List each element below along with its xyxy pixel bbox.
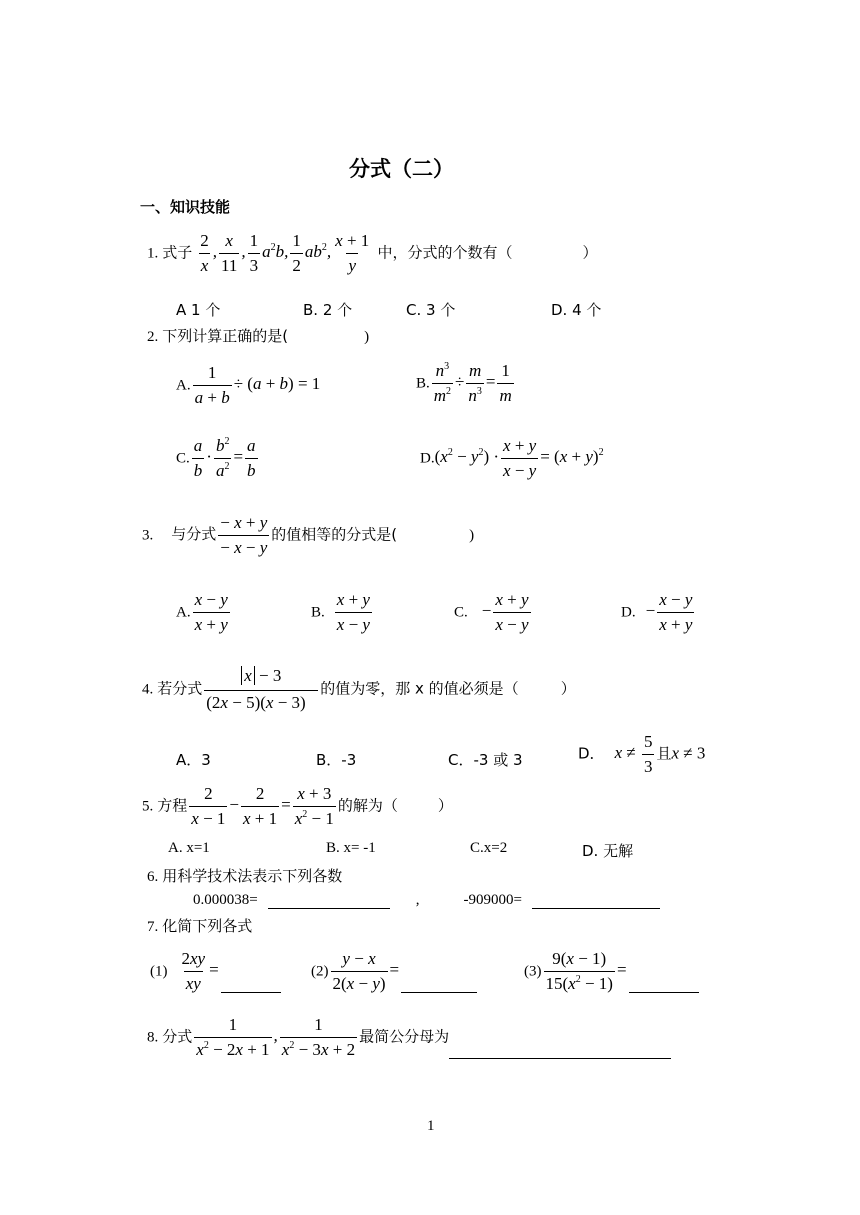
q4-suffix: 的值为零，那 x 的值必须是（ xyxy=(320,679,519,698)
q4-option-c: C．-3 或 3 xyxy=(448,751,523,769)
q1-option-a: A 1 个 xyxy=(176,301,221,319)
q5-option-d: D. 无解 xyxy=(582,842,634,860)
q3-option-a: A. $\frac{x - y}{x + y}$ xyxy=(176,590,228,634)
q2-number: 2. xyxy=(147,329,159,345)
q2-option-a: A. $\frac{1}{a + b}$ ÷ (a + b) = 1 xyxy=(176,363,321,407)
q6-number: 6. xyxy=(147,869,159,885)
q5-suffix: 的解为（ xyxy=(337,796,398,815)
q6-blank-row: 0.000038= , -909000= xyxy=(193,891,660,909)
q5-option-c: C.x=2 xyxy=(470,840,508,856)
q7-2-blank[interactable] xyxy=(401,974,477,993)
q6-a-blank[interactable] xyxy=(268,892,390,909)
q8-prefix: 分式 xyxy=(162,1027,193,1046)
question-6 xyxy=(147,865,342,886)
q4-option-b: B．-3 xyxy=(316,751,357,769)
q4-option-a: A．3 xyxy=(176,751,211,769)
q1-option-d: D. 4 个 xyxy=(551,301,602,319)
q5-number: 5. xyxy=(142,798,154,815)
q4-number: 4. xyxy=(142,681,154,698)
q3-suffix: 的值相等的分式是( xyxy=(271,525,398,544)
q3-close: ) xyxy=(469,527,475,544)
question-2 xyxy=(147,325,369,346)
q8-blank[interactable] xyxy=(449,1040,671,1059)
q3-option-c: C. − $\frac{x + y}{x - y}$ xyxy=(454,590,529,634)
q1-close: ） xyxy=(582,243,598,262)
q1-option-c: C. 3 个 xyxy=(406,301,456,319)
q1-expressions: $\frac{2}{x}$ , $\frac{x}{11}$ , $\frac{1}{3}$ $a^2b$, $\frac{1}{2}$ $ab^2$, $\frac{x + 1}{y}$ xyxy=(200,231,370,275)
q7-number: 7. xyxy=(147,919,159,935)
q5-option-b: B. x= -1 xyxy=(326,840,376,856)
q3-number: 3. xyxy=(142,527,154,544)
q5-close: ） xyxy=(437,796,453,815)
q1-option-b: B. 2 个 xyxy=(303,301,353,319)
q3-prefix: 与分式 xyxy=(171,525,217,544)
question-3: 3. 与分式 $\frac{- x + y}{- x - y}$ 的值相等的分式是( ) xyxy=(142,513,475,557)
q2-text: 下列计算正确的是( xyxy=(162,327,289,345)
q6-a: 0.000038= xyxy=(193,892,258,908)
q5-option-a: A. x=1 xyxy=(168,840,210,856)
q1-suffix: 中，分式的个数有（ xyxy=(377,243,513,262)
q7-part-1: (1) $\frac{2xy}{xy}$ = xyxy=(150,950,281,993)
q1-number: 1. xyxy=(147,245,159,262)
q3-option-b: B. $\frac{x + y}{x - y}$ xyxy=(311,590,370,634)
question-8: 8. 分式 $\frac{1}{x^2 - 2x + 1}$ , $\frac{1}{x^2 - 3x + 2}$ 最简公分母为 xyxy=(147,1016,671,1059)
q4-prefix: 若分式 xyxy=(157,679,203,698)
q7-text: 化简下列各式 xyxy=(162,917,253,935)
q7-1-blank[interactable] xyxy=(221,974,281,993)
q4-option-d: D． x ≠ $\frac{5}{3}$ 且x ≠ 3 xyxy=(578,732,706,776)
q8-number: 8. xyxy=(147,1029,159,1046)
q6-b: -909000= xyxy=(463,892,522,908)
question-5: 5. 方程 $\frac{2}{x - 1}$ − $\frac{2}{x + 1}$ = $\frac{x + 3}{x^2 - 1}$ 的解为（ ） xyxy=(142,784,453,828)
q7-part-2: (2) $\frac{y - x}{2(x - y)}$ = xyxy=(311,950,477,993)
q4-close: ） xyxy=(560,679,576,698)
q2-close: ) xyxy=(364,329,370,345)
q2-option-c: C. $\frac{a}{b}$ · $\frac{b^2}{a^2}$ = $\frac{a}{b}$ xyxy=(176,436,256,480)
q2-option-d: $D.(x^2 - y^2)$ · $\frac{x + y}{x - y}$ = $(x + y)^2$ xyxy=(420,436,604,480)
page-title: 分式（二） xyxy=(349,157,454,181)
q6-b-blank[interactable] xyxy=(532,892,660,909)
q3-option-d: D. − $\frac{x - y}{x + y}$ xyxy=(621,590,693,634)
page-number: 1 xyxy=(427,1118,435,1134)
q2-option-b: B. $\frac{n^3}{m^2}$ ÷ $\frac{m}{n^3}$ = $\frac{1}{m}$ xyxy=(416,361,512,405)
question-1 xyxy=(147,232,598,275)
question-4: 4. 若分式 $\frac{x - 3}{(2x - 5)(x - 3)}$ 的值为零，那 x 的值必须是（ ） xyxy=(142,666,576,712)
q7-part-3: (3) $\frac{9(x - 1)}{15(x^2 - 1)}$ = xyxy=(524,950,699,993)
q8-suffix: 最简公分母为 xyxy=(359,1027,450,1046)
section-heading: 一、知识技能 xyxy=(140,198,231,216)
q1-prefix: 式子 xyxy=(162,243,193,262)
question-7 xyxy=(147,915,252,936)
q5-prefix: 方程 xyxy=(157,796,188,815)
q6-text: 用科学技术法表示下列各数 xyxy=(162,867,343,885)
q7-3-blank[interactable] xyxy=(629,974,699,993)
